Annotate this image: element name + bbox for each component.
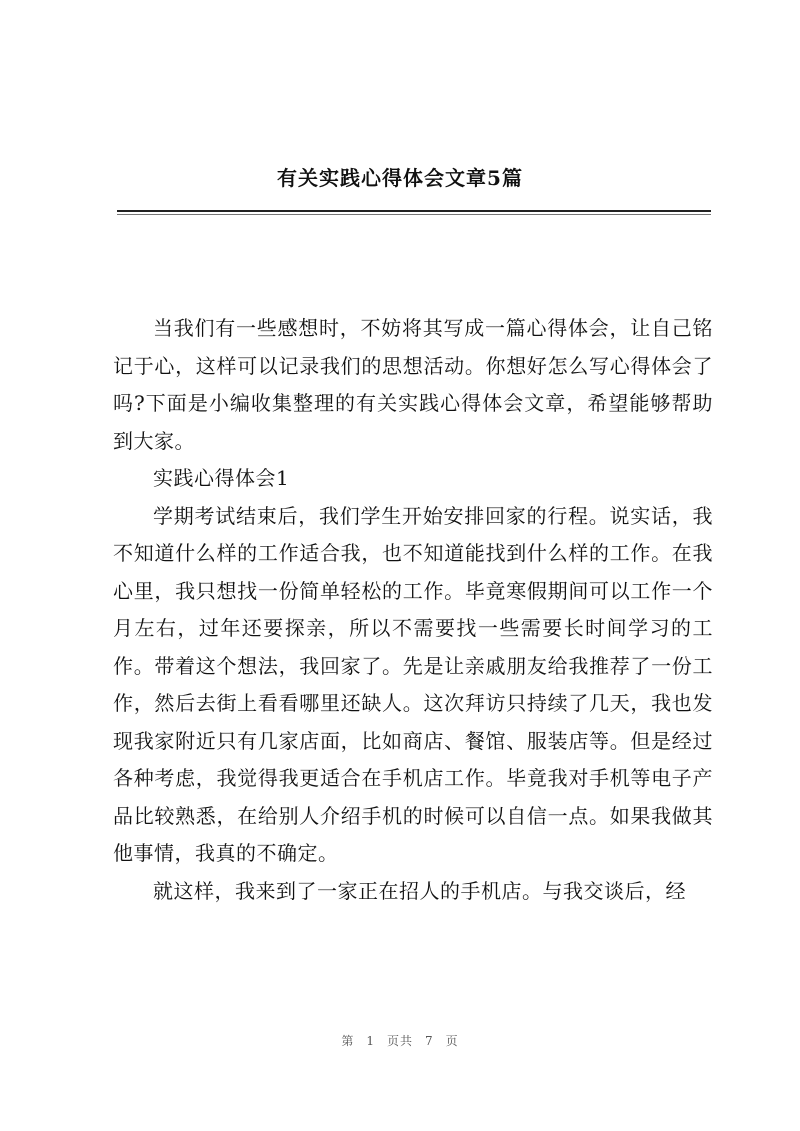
footer-prefix: 第 [341,1034,355,1048]
body-paragraph-continued: 就这样，我来到了一家正在招人的手机店。与我交谈后，经 [153,878,686,903]
footer-page-number: 1 [366,1034,375,1048]
footer-total-pages: 7 [425,1034,434,1048]
section-heading: 实践心得体会1 [153,466,290,490]
document-title: 有关实践心得体会文章5篇 [277,166,523,190]
document-body [113,310,713,910]
footer-middle: 页共 [386,1034,413,1048]
page-footer [0,1032,800,1049]
title-underline-thin [117,214,711,215]
body-paragraph: 学期考试结束后，我们学生开始安排回家的行程。说实话，我不知道什么样的工作适合我，也不知道能找到什么样的工作。在我心里，我只想找一份简单轻松的工作。毕竟寒假期间可以工作一个月左右，过年还要探亲，所以不需要找一些需要长时间学习的工作。带着这个想法，我回家了。先是让亲戚朋友给我推荐了一份工作，然后去街上看看哪里还缺人。这次拜访只持续了几天，我也发现我家附近只有几家店面，比如商店、餐馆、服装店等。但是经过各种考虑，我觉得我更适合在手机店工作。毕竟我对手机等电子产品比较熟悉，在给别人介绍手机的时候可以自信一点。如果我做其他事情，我真的不确定。 [113,503,713,865]
footer-suffix: 页 [445,1034,459,1048]
title-underline [117,210,711,212]
intro-paragraph: 当我们有一些感想时，不妨将其写成一篇心得体会，让自己铭记于心，这样可以记录我们的思想活动。你想好怎么写心得体会了吗?下面是小编收集整理的有关实践心得体会文章，希望能够帮助到大家。 [113,316,713,453]
